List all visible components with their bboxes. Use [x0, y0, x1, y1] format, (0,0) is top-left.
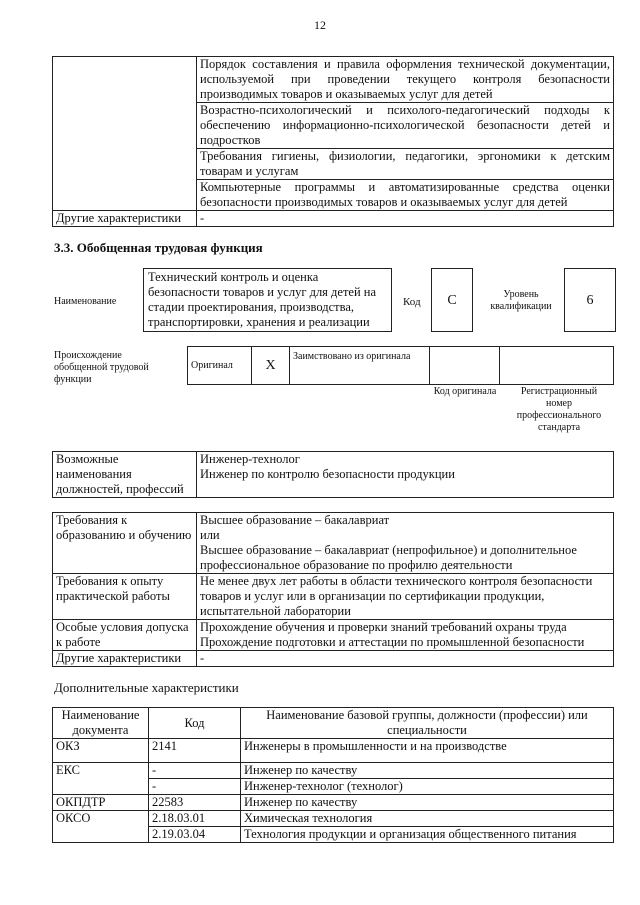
doc-cell: ОКЗ: [53, 739, 149, 763]
name-cell: Инженер по качеству: [241, 763, 614, 779]
code-cell: 2.19.03.04: [149, 827, 241, 843]
table-row: [53, 763, 614, 779]
level-label: Уровень квалификации: [490, 289, 552, 312]
code-label: Код: [403, 296, 421, 308]
reg-number-caption: Регистрационный номер профессионального стандарта: [516, 386, 602, 433]
code-value: C: [447, 293, 457, 308]
other-characteristics-value: -: [197, 211, 614, 227]
code-box: [431, 268, 473, 332]
positions-table: [52, 451, 614, 498]
table-row: [53, 795, 614, 811]
education-line: Высшее образование – бакалавриат (непрофильное) и дополнительное профессиональное образование по профилю деятельности: [200, 543, 577, 572]
name-cell: Инженеры в промышленности и на производстве: [241, 739, 614, 763]
knowledge-item: Порядок составления и правила оформления технической документации, используемой при проведении текущего контроля безопасности производимых товаров и оказываемых услуг для детей: [197, 57, 614, 103]
origin-label: Происхождение обобщенной трудовой функции: [54, 350, 149, 385]
special-conditions-values: [197, 620, 614, 651]
code-cell: -: [149, 779, 241, 795]
reg-number-cell: [500, 347, 614, 385]
education-values: [197, 513, 614, 574]
doc-cell: ОКСО: [53, 811, 149, 843]
code-cell: 2.18.03.01: [149, 811, 241, 827]
name-cell: Инженер по качеству: [241, 795, 614, 811]
experience-label: Требования к опыту практической работы: [53, 574, 197, 620]
code-cell: 2141: [149, 739, 241, 763]
other-characteristics-label: Другие характеристики: [53, 211, 197, 227]
knowledge-item: Компьютерные программы и автоматизированные средства оценки безопасности производимых товаров и оказываемых услуг для детей: [197, 180, 614, 211]
special-line: Прохождение подготовки и аттестации по промышленной безопасности: [200, 635, 585, 649]
level-box: [564, 268, 616, 332]
origin-code-caption: Код оригинала: [433, 386, 497, 397]
name-cell: Инженер-технолог (технолог): [241, 779, 614, 795]
other-characteristics-label: Другие характеристики: [53, 651, 197, 667]
header-name: Наименование базовой группы, должности (профессии) или специальности: [241, 708, 614, 739]
header-code: Код: [149, 708, 241, 739]
header-document: Наименование документа: [53, 708, 149, 739]
level-value: 6: [586, 293, 594, 308]
knowledge-item: Возрастно-психологический и психолого-педагогический подходы к обеспечению информационно-психологической безопасности детей и подростков: [197, 103, 614, 149]
additional-table: [52, 707, 614, 843]
origin-table: [187, 346, 614, 385]
section-title: 3.3. Обобщенная трудовая функция: [54, 240, 263, 255]
original-label: Оригинал: [188, 347, 252, 385]
borrowed-label: Заимствовано из оригинала: [290, 347, 430, 385]
original-mark: X: [252, 347, 290, 385]
code-cell: 22583: [149, 795, 241, 811]
name-label: Наименование: [54, 296, 117, 307]
position-item: Инженер по контролю безопасности продукции: [200, 467, 455, 481]
function-name: Технический контроль и оценка безопасности товаров и услуг для детей на стадии проектирования, производства, транспортировки, хранения и реализации: [148, 270, 377, 329]
education-line: или: [200, 528, 220, 542]
table-row: [53, 574, 614, 620]
name-cell: Химическая технология: [241, 811, 614, 827]
special-conditions-label: Особые условия допуска к работе: [53, 620, 197, 651]
page-number: 12: [314, 18, 326, 32]
function-name-box: [143, 268, 392, 332]
education-label: Требования к образованию и обучению: [53, 513, 197, 574]
origin-code-cell: [430, 347, 500, 385]
special-line: Прохождение обучения и проверки знаний требований охраны труда: [200, 620, 567, 634]
table-row: [53, 513, 614, 574]
name-cell: Технология продукции и организация общественного питания: [241, 827, 614, 843]
position-item: Инженер-технолог: [200, 452, 300, 466]
requirements-table: [52, 512, 614, 667]
table-row: [53, 651, 614, 667]
doc-cell: ОКПДТР: [53, 795, 149, 811]
additional-title: Дополнительные характеристики: [54, 680, 239, 695]
doc-cell: ЕКС: [53, 763, 149, 795]
table-row: [53, 620, 614, 651]
experience-value: Не менее двух лет работы в области технического контроля безопасности товаров и услуг или в организации по сертификации продукции, испытательной лаборатории: [197, 574, 614, 620]
table-row: [53, 811, 614, 827]
table-row: [53, 57, 614, 103]
positions-values: [197, 452, 614, 498]
table-row: [53, 211, 614, 227]
education-line: Высшее образование – бакалавриат: [200, 513, 390, 527]
other-characteristics-value: -: [197, 651, 614, 667]
code-cell: -: [149, 763, 241, 779]
knowledge-table: [52, 56, 614, 227]
positions-label: Возможные наименования должностей, профессий: [53, 452, 197, 498]
knowledge-item: Требования гигиены, физиологии, педагогики, эргономики к детским товарам и услугам: [197, 149, 614, 180]
table-header: [53, 708, 614, 739]
empty-cell: [53, 57, 197, 211]
table-row: [53, 739, 614, 763]
